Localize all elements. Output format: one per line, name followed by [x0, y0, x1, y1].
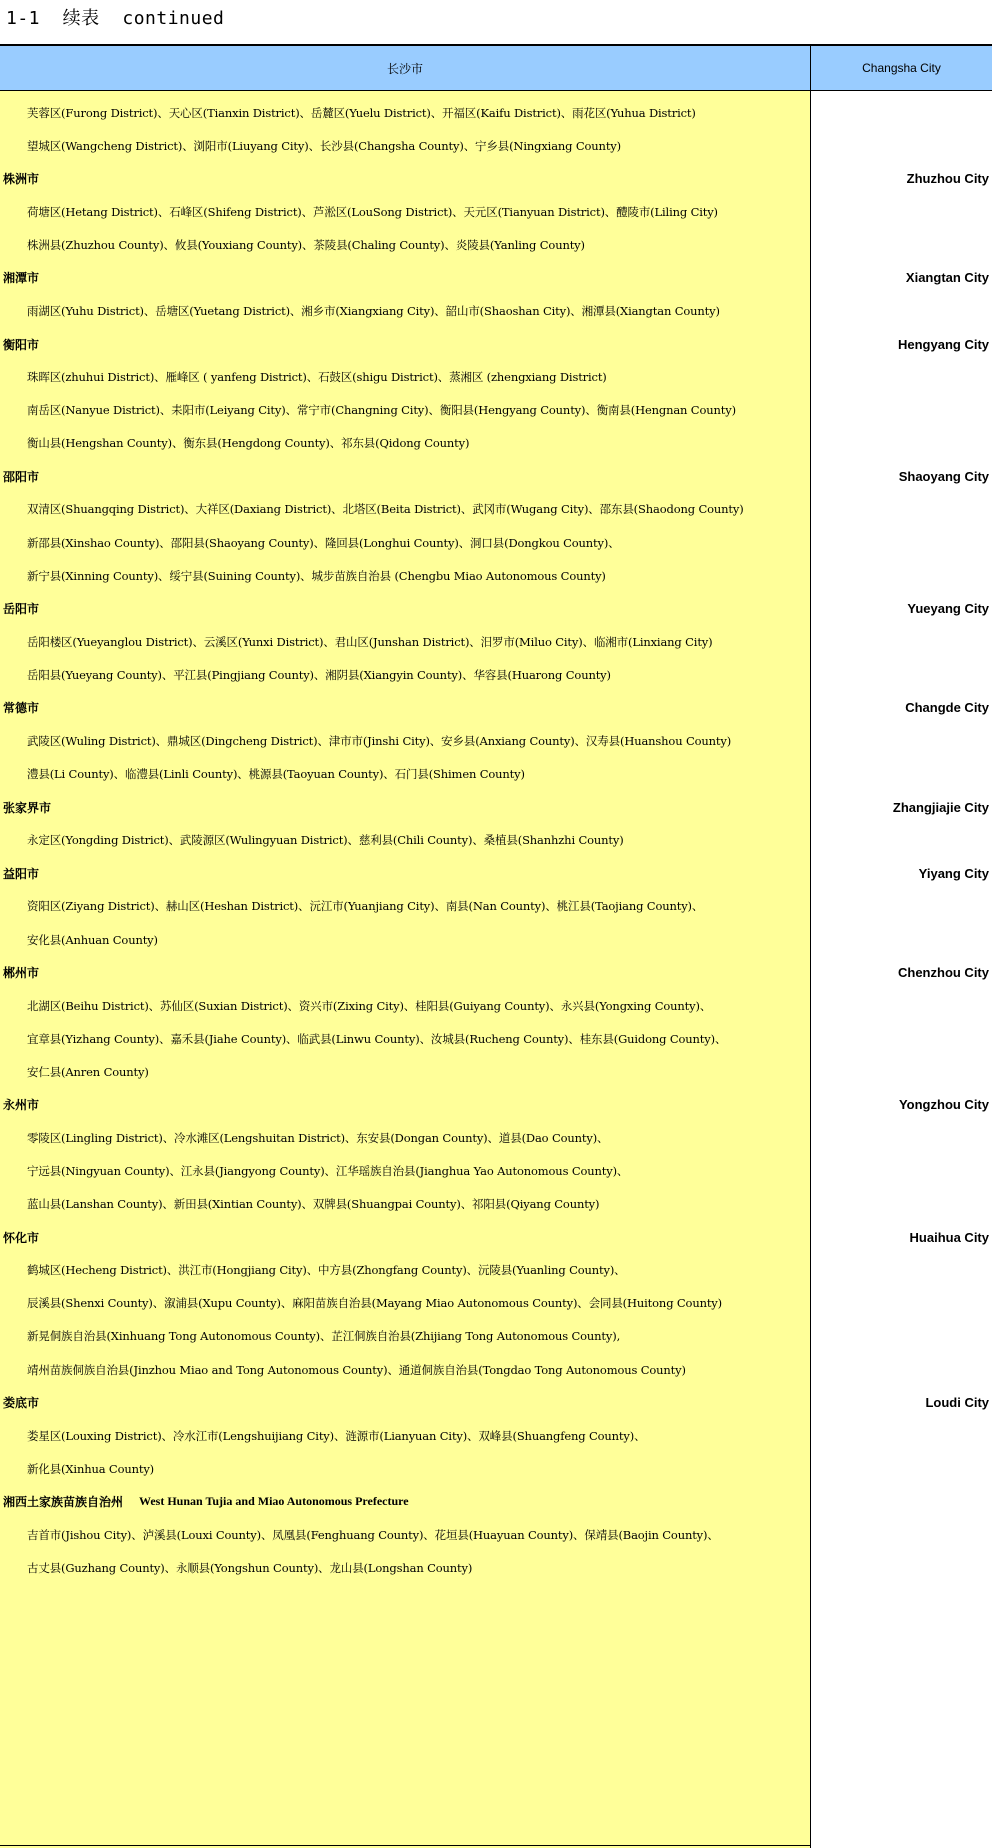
- district-list-text: 株洲县(Zhuzhou County)、攸县(Youxiang County)、茶陵县(Chaling County)、炎陵县(Yanling County): [27, 237, 585, 252]
- district-list-text: 资阳区(Ziyang District)、赫山区(Heshan District)、沅江市(Yuanjiang City)、南县(Nan County)、桃江县(Taojiang County)、: [27, 899, 704, 914]
- district-row: [0, 1549, 992, 1588]
- city-name-en: Shaoyang City: [898, 468, 989, 484]
- header-cn: 长沙市: [0, 46, 811, 90]
- city-name-cn: 岳阳市: [3, 602, 40, 617]
- district-list-text: 吉首市(Jishou City)、泸溪县(Louxi County)、凤凰县(Fenghuang County)、花垣县(Huayuan County)、保靖县(Baojin County)、: [27, 1527, 719, 1542]
- district-list-text: 娄星区(Louxing District)、冷水江市(Lengshuijiang City)、涟源市(Lianyuan City)、双峰县(Shuangfeng County)、: [27, 1428, 646, 1443]
- district-list-text: 芙蓉区(Furong District)、天心区(Tianxin District)、岳麓区(Yuelu District)、开福区(Kaifu District)、雨花区(Yuhua District): [27, 105, 696, 120]
- table-title: 1-1 续表 continued: [6, 8, 225, 29]
- city-name-en: Zhuzhou City: [906, 171, 989, 187]
- city-name-en: Loudi City: [925, 1395, 989, 1411]
- city-name-en: Yiyang City: [918, 865, 989, 881]
- city-name-cn: 株洲市: [3, 172, 40, 187]
- city-name-cn: 湘潭市: [3, 271, 40, 286]
- district-list-text: 珠晖区(zhuhui District)、雁峰区 ( yanfeng District)、石鼓区(shigu District)、蒸湘区 (zhengxiang District): [27, 370, 607, 385]
- district-list-text: 北湖区(Beihu District)、苏仙区(Suxian District)、资兴市(Zixing City)、桂阳县(Guiyang County)、永兴县(Yongxing County)、: [27, 998, 712, 1013]
- city-name-cn: 张家界市: [3, 800, 52, 815]
- district-list-text: 辰溪县(Shenxi County)、溆浦县(Xupu County)、麻阳苗族自治县(Mayang Miao Autonomous County)、会同县(Huitong County): [27, 1296, 722, 1311]
- city-name-en: Chenzhou City: [898, 965, 989, 981]
- district-list-text: 南岳区(Nanyue District)、耒阳市(Leiyang City)、常宁市(Changning City)、衡阳县(Hengyang County)、衡南县(Hengnan County): [27, 403, 736, 418]
- city-name-en-inline: West Hunan Tujia and Miao Autonomous Prefecture: [139, 1494, 409, 1509]
- region-table: [0, 44, 992, 1848]
- city-name-en: Yongzhou City: [898, 1097, 989, 1113]
- city-name-en: Zhangjiajie City: [892, 799, 989, 815]
- district-list-text: 靖州苗族侗族自治县(Jinzhou Miao and Tong Autonomous County)、通道侗族自治县(Tongdao Tong Autonomous County): [27, 1362, 686, 1377]
- city-name-cn: 常德市: [3, 701, 40, 716]
- district-list-text: 雨湖区(Yuhu District)、岳塘区(Yuetang District)、湘乡市(Xiangxiang City)、韶山市(Shaoshan City)、湘潭县(Xiangtan County): [27, 303, 720, 318]
- district-list-text: 零陵区(Lingling District)、冷水滩区(Lengshuitan District)、东安县(Dongan County)、道县(Dao County)、: [27, 1130, 609, 1145]
- district-list-text: 岳阳楼区(Yueyanglou District)、云溪区(Yunxi District)、君山区(Junshan District)、汨罗市(Miluo City)、临湘市(Linxiang City): [27, 634, 713, 649]
- district-list-text: 古丈县(Guzhang County)、永顺县(Yongshun County)、龙山县(Longshan County): [27, 1561, 473, 1576]
- district-list-text: 新宁县(Xinning County)、绥宁县(Suining County)、城步苗族自治县 (Chengbu Miao Autonomous County): [27, 568, 606, 583]
- district-list-text: 安仁县(Anren County): [27, 1064, 149, 1079]
- district-list-text: 永定区(Yongding District)、武陵源区(Wulingyuan District)、慈利县(Chili County)、桑植县(Shanhzhi County): [27, 833, 624, 848]
- city-name-cn: 永州市: [3, 1098, 40, 1113]
- city-name-en: Changde City: [905, 700, 989, 716]
- city-name-en: Hengyang City: [897, 336, 989, 352]
- city-name-cn: 益阳市: [3, 866, 40, 881]
- city-name-cn: 怀化市: [3, 1230, 40, 1245]
- district-list-text: 岳阳县(Yueyang County)、平江县(Pingjiang County)、湘阴县(Xiangyin County)、华容县(Huarong County): [27, 667, 611, 682]
- city-name-cn: 衡阳市: [3, 337, 40, 352]
- district-list-text: 宜章县(Yizhang County)、嘉禾县(Jiahe County)、临武县(Linwu County)、汝城县(Rucheng County)、桂东县(Guidong County)、: [27, 1031, 727, 1046]
- city-name-cn: 邵阳市: [3, 469, 40, 484]
- district-list-text: 衡山县(Hengshan County)、衡东县(Hengdong County)、祁东县(Qidong County): [27, 436, 470, 451]
- district-list-text: 鹤城区(Hecheng District)、洪江市(Hongjiang City)、中方县(Zhongfang County)、沅陵县(Yuanling County)、: [27, 1263, 626, 1278]
- district-list-text: 望城区(Wangcheng District)、浏阳市(Liuyang City)、长沙县(Changsha County)、宁乡县(Ningxiang County): [27, 138, 621, 153]
- city-name-cn: 郴州市: [3, 966, 40, 981]
- table-bottom-border: [0, 1845, 811, 1846]
- header-en: Changsha City: [862, 61, 941, 75]
- district-list-text: 蓝山县(Lanshan County)、新田县(Xintian County)、双牌县(Shuangpai County)、祁阳县(Qiyang County): [27, 1197, 600, 1212]
- district-list-text: 安化县(Anhuan County): [27, 932, 158, 947]
- district-list-text: 澧县(Li County)、临澧县(Linli County)、桃源县(Taoyuan County)、石门县(Shimen County): [27, 767, 525, 782]
- district-list-text: 荷塘区(Hetang District)、石峰区(Shifeng District)、芦淞区(LouSong District)、天元区(Tianyuan District)、醴陵市(Liling City): [27, 204, 718, 219]
- city-name-en: Xiangtan City: [905, 270, 989, 286]
- table-header: [0, 44, 992, 91]
- district-list-text: 双清区(Shuangqing District)、大祥区(Daxiang District)、北塔区(Beita District)、武冈市(Wugang City)、邵东县(Shaodong County): [27, 502, 744, 517]
- city-name-en: Huaihua City: [909, 1229, 989, 1245]
- city-name-en: Yueyang City: [907, 601, 989, 617]
- district-list-text: 宁远县(Ningyuan County)、江永县(Jiangyong County)、江华瑶族自治县(Jianghua Yao Autonomous County)、: [27, 1164, 629, 1179]
- district-list-text: 新邵县(Xinshao County)、邵阳县(Shaoyang County)、隆回县(Longhui County)、洞口县(Dongkou County)、: [27, 535, 620, 550]
- district-list-text: 武陵区(Wuling District)、鼎城区(Dingcheng District)、津市市(Jinshi City)、安乡县(Anxiang County)、汉寿县(Huanshou County): [27, 734, 732, 749]
- district-list-text: 新化县(Xinhua County): [27, 1461, 155, 1476]
- district-list-text: 新晃侗族自治县(Xinhuang Tong Autonomous County)、芷江侗族自治县(Zhijiang Tong Autonomous County),: [27, 1329, 621, 1344]
- city-name-cn: 湘西土家族苗族自治州: [3, 1495, 124, 1510]
- city-name-cn: 娄底市: [3, 1396, 40, 1411]
